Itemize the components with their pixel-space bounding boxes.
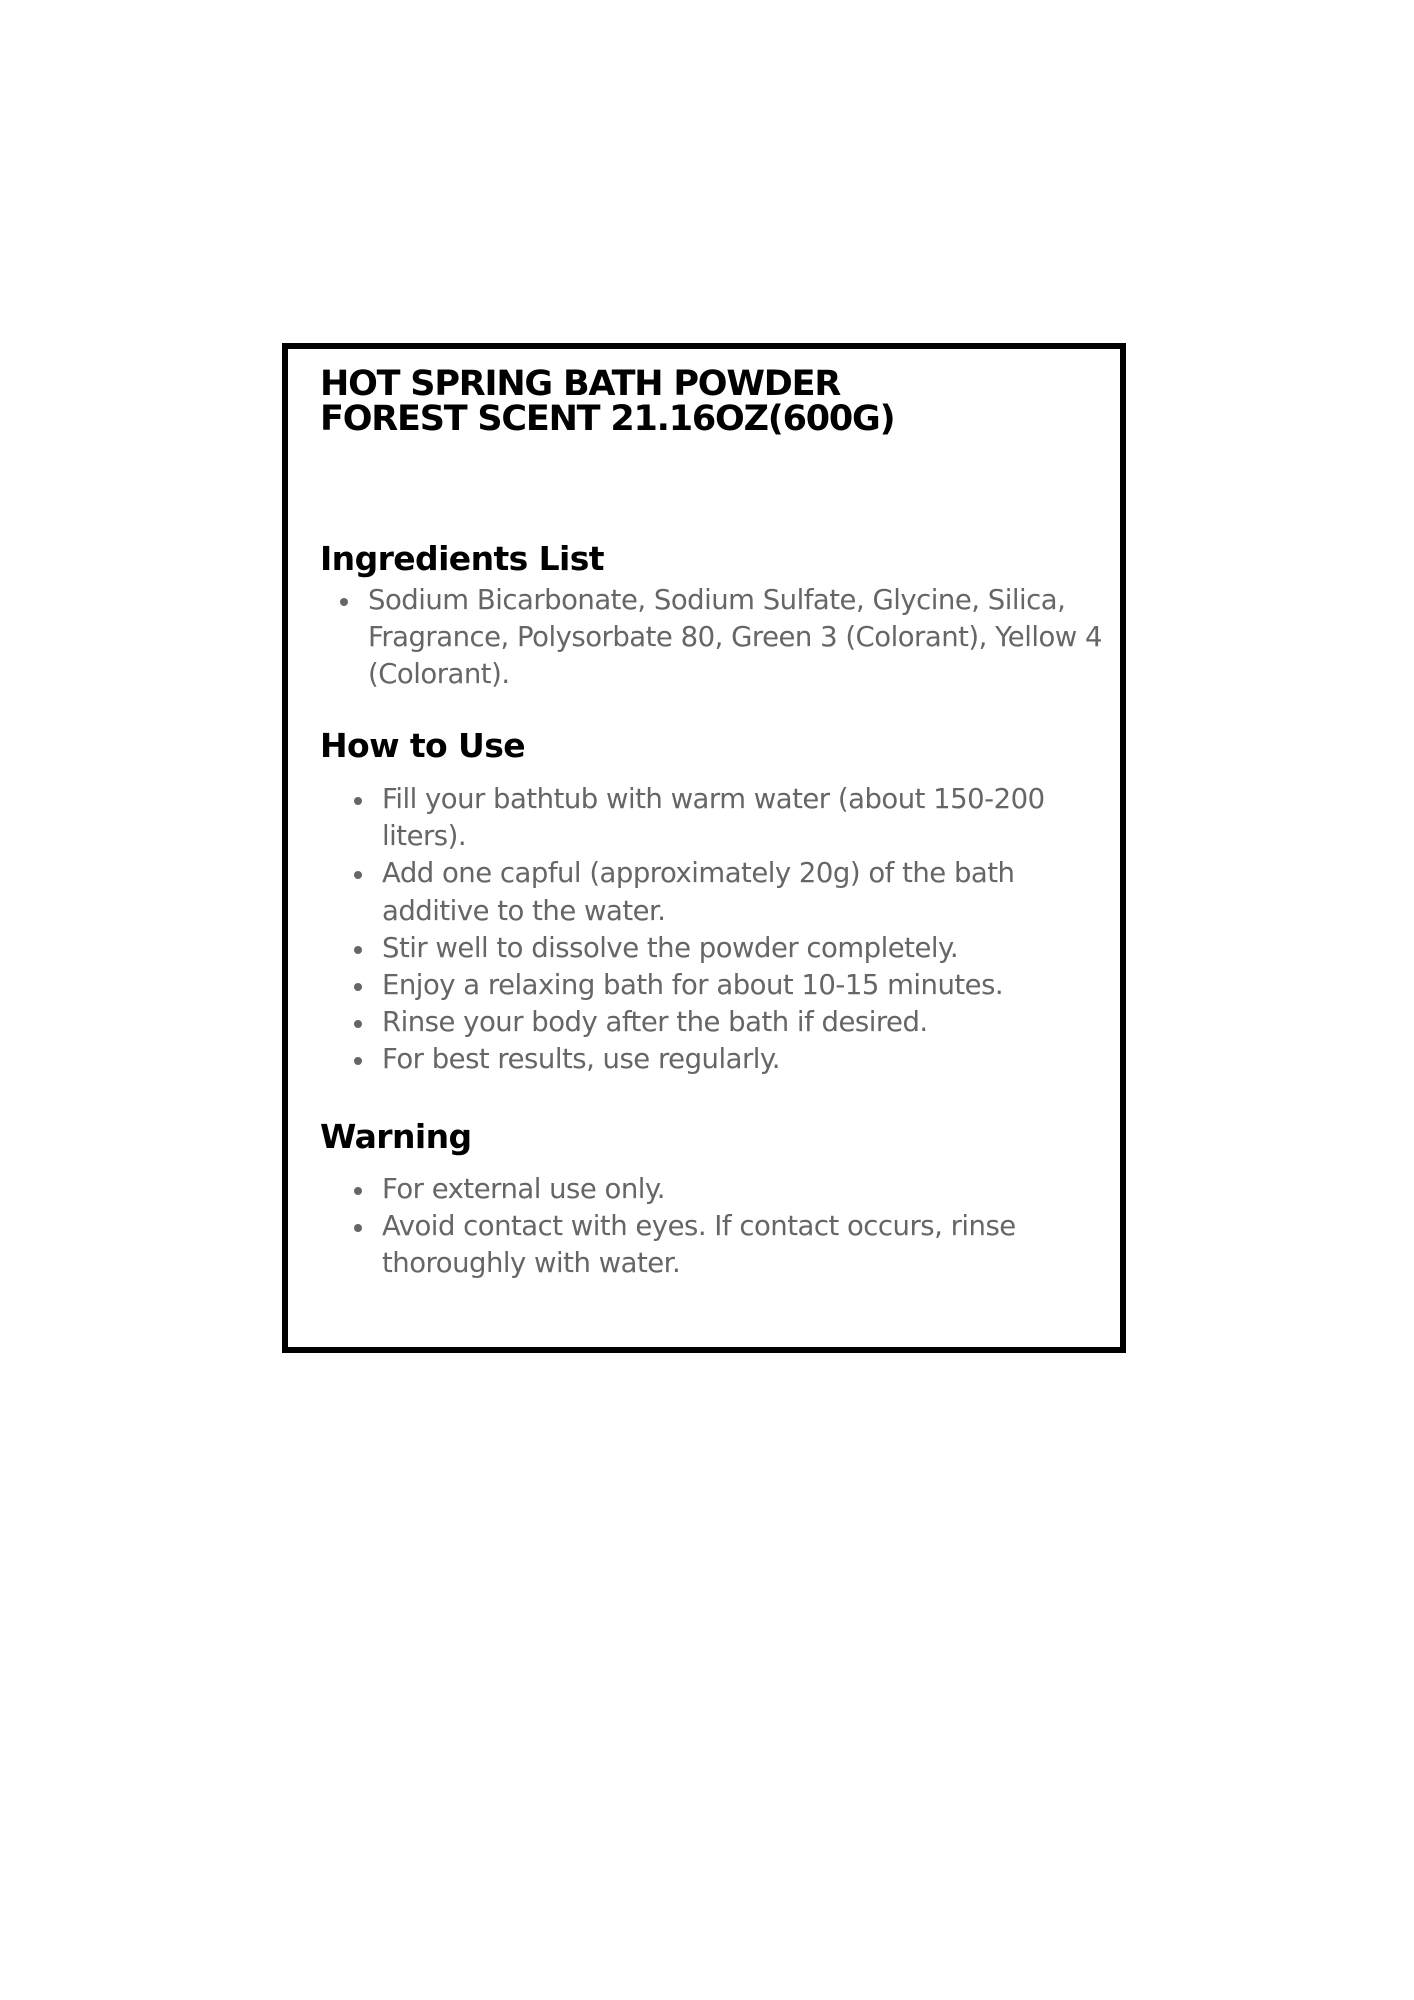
list-item <box>382 1004 1062 1041</box>
list-item <box>382 967 1062 1004</box>
bullet-icon <box>354 946 362 954</box>
list-item-text: For best results, use regularly. <box>382 1043 781 1076</box>
bullet-icon <box>354 871 362 879</box>
list-item-text: Stir well to dissolve the powder completely. <box>382 931 959 964</box>
list-item <box>382 781 1062 855</box>
list-item-text: Add one capful (approximately 20g) of the bath additive to the water. <box>382 857 1015 927</box>
list-item-text: For external use only. <box>382 1173 666 1205</box>
bullet-icon <box>354 1224 362 1232</box>
how-to-use-heading: How to Use <box>320 726 526 765</box>
bullet-icon <box>354 1057 362 1065</box>
warning-list <box>382 1171 1062 1283</box>
list-item <box>382 1041 1062 1078</box>
bullet-icon <box>354 1187 362 1195</box>
product-label-box <box>282 343 1126 1353</box>
list-item-text: Fill your bathtub with warm water (about 150-200 liters). <box>382 783 1045 853</box>
list-item <box>382 855 1062 929</box>
list-item <box>382 1171 1062 1208</box>
ingredients-list <box>368 582 1112 694</box>
product-title-line-2: FOREST SCENT 21.16OZ(600G) <box>320 399 895 439</box>
list-item <box>368 582 1112 694</box>
how-to-use-list <box>382 781 1062 1079</box>
list-item <box>382 1208 1062 1282</box>
list-item-text: Avoid contact with eyes. If contact occurs, rinse thoroughly with water. <box>382 1210 1016 1280</box>
product-title-line-1: HOT SPRING BATH POWDER <box>320 364 841 404</box>
bullet-icon <box>340 598 348 606</box>
ingredients-heading: Ingredients List <box>320 539 604 578</box>
list-item-text: Sodium Bicarbonate, Sodium Sulfate, Glycine, Silica, Fragrance, Polysorbate 80, Green 3 (Colorant), Yellow 4 (Colorant). <box>368 584 1103 691</box>
list-item-text: Rinse your body after the bath if desired. <box>382 1006 928 1039</box>
warning-heading: Warning <box>320 1117 472 1156</box>
bullet-icon <box>354 797 362 805</box>
product-title <box>320 364 1080 439</box>
list-item <box>382 930 1062 967</box>
list-item-text: Enjoy a relaxing bath for about 10-15 minutes. <box>382 969 1004 1002</box>
bullet-icon <box>354 1020 362 1028</box>
bullet-icon <box>354 983 362 991</box>
